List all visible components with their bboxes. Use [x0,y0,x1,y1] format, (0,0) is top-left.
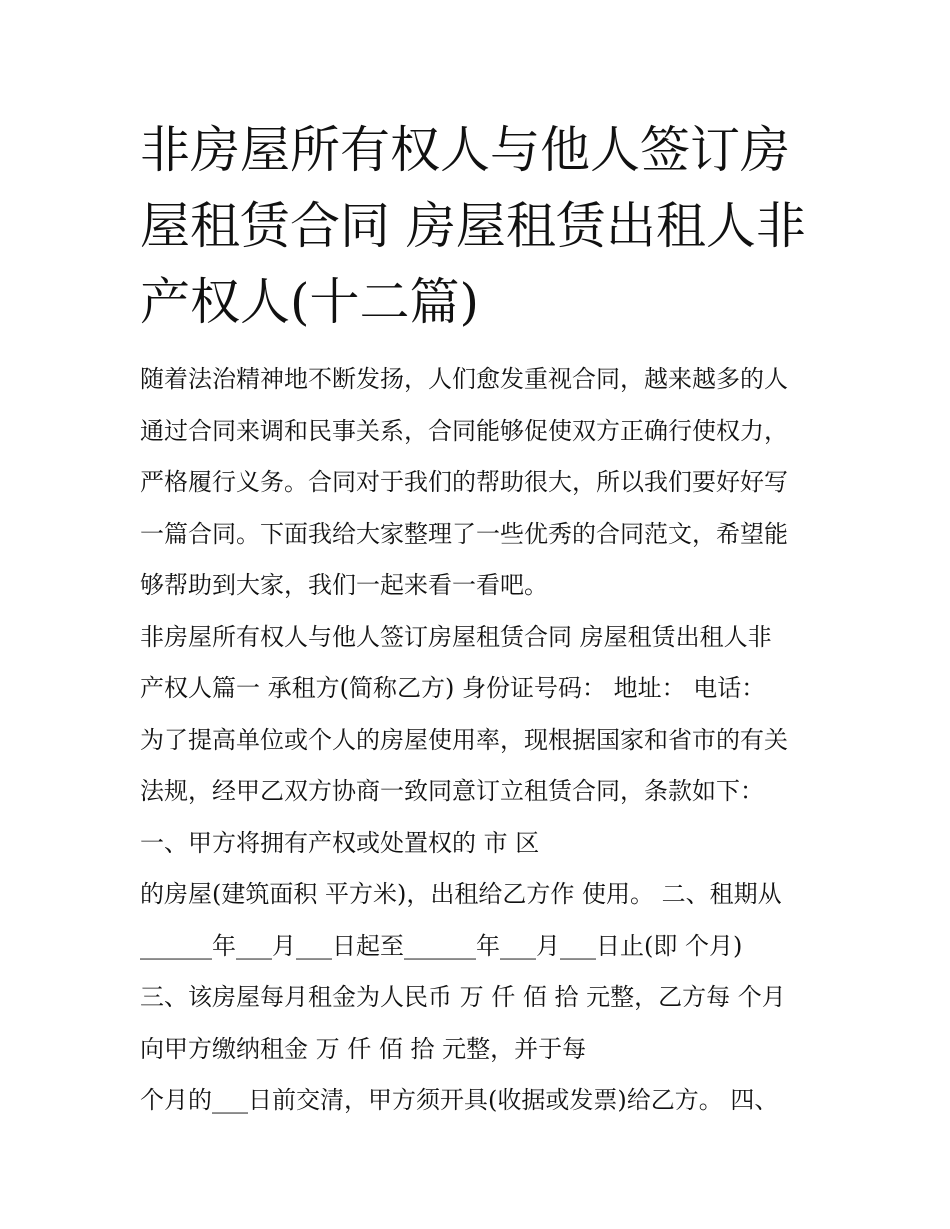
body-line: 够帮助到大家，我们一起来看一看吧。 [140,571,548,599]
body-line: 三、该房屋每月租金为人民币 万 仟 佰 拾 元整，乙方每 个月 [140,983,786,1011]
body-line: 一篇合同。下面我给大家整理了一些优秀的合同范文，希望能 [140,519,788,548]
body-line: 向甲方缴纳租金 万 仟 佰 拾 元整，并于每 [140,1034,587,1063]
body-line: 个月的___日前交清，甲方须开具(收据或发票)给乙方。 四、 [140,1086,779,1114]
body-line: 严格履行义务。合同对于我们的帮助很大，所以我们要好好写 [140,468,788,496]
body-line: 一、甲方将拥有产权或处置权的 市 区 [140,828,540,857]
document-page [140,112,820,1127]
body-line: 产权人篇一 承租方(简称乙方) 身份证号码： 地址： 电话： [140,674,766,702]
title-line: 产权人(十二篇) [140,273,480,331]
body-line: 为了提高单位或个人的房屋使用率，现根据国家和省市的有关 [140,725,788,754]
body-line: 随着法治精神地不断发扬，人们愈发重视合同，越来越多的人 [140,365,788,393]
document-body [140,354,820,1127]
body-line: 非房屋所有权人与他人签订房屋租赁合同 房屋租赁出租人非 [140,622,772,651]
title-line: 屋租赁合同 房屋租赁出租人非 [140,197,806,255]
body-line: 通过合同来调和民事关系，合同能够促使双方正确行使权力， [140,416,788,445]
body-line: 法规，经甲乙双方协商一致同意订立租赁合同，条款如下： [140,777,764,805]
title-line: 非房屋所有权人与他人签订房 [140,121,790,179]
body-line: 的房屋(建筑面积 平方米)，出租给乙方作 使用。 二、租期从 [140,880,782,908]
document-title [140,112,820,340]
body-line: ______年___月___日起至______年___月___日止(即 个月) [140,931,743,960]
